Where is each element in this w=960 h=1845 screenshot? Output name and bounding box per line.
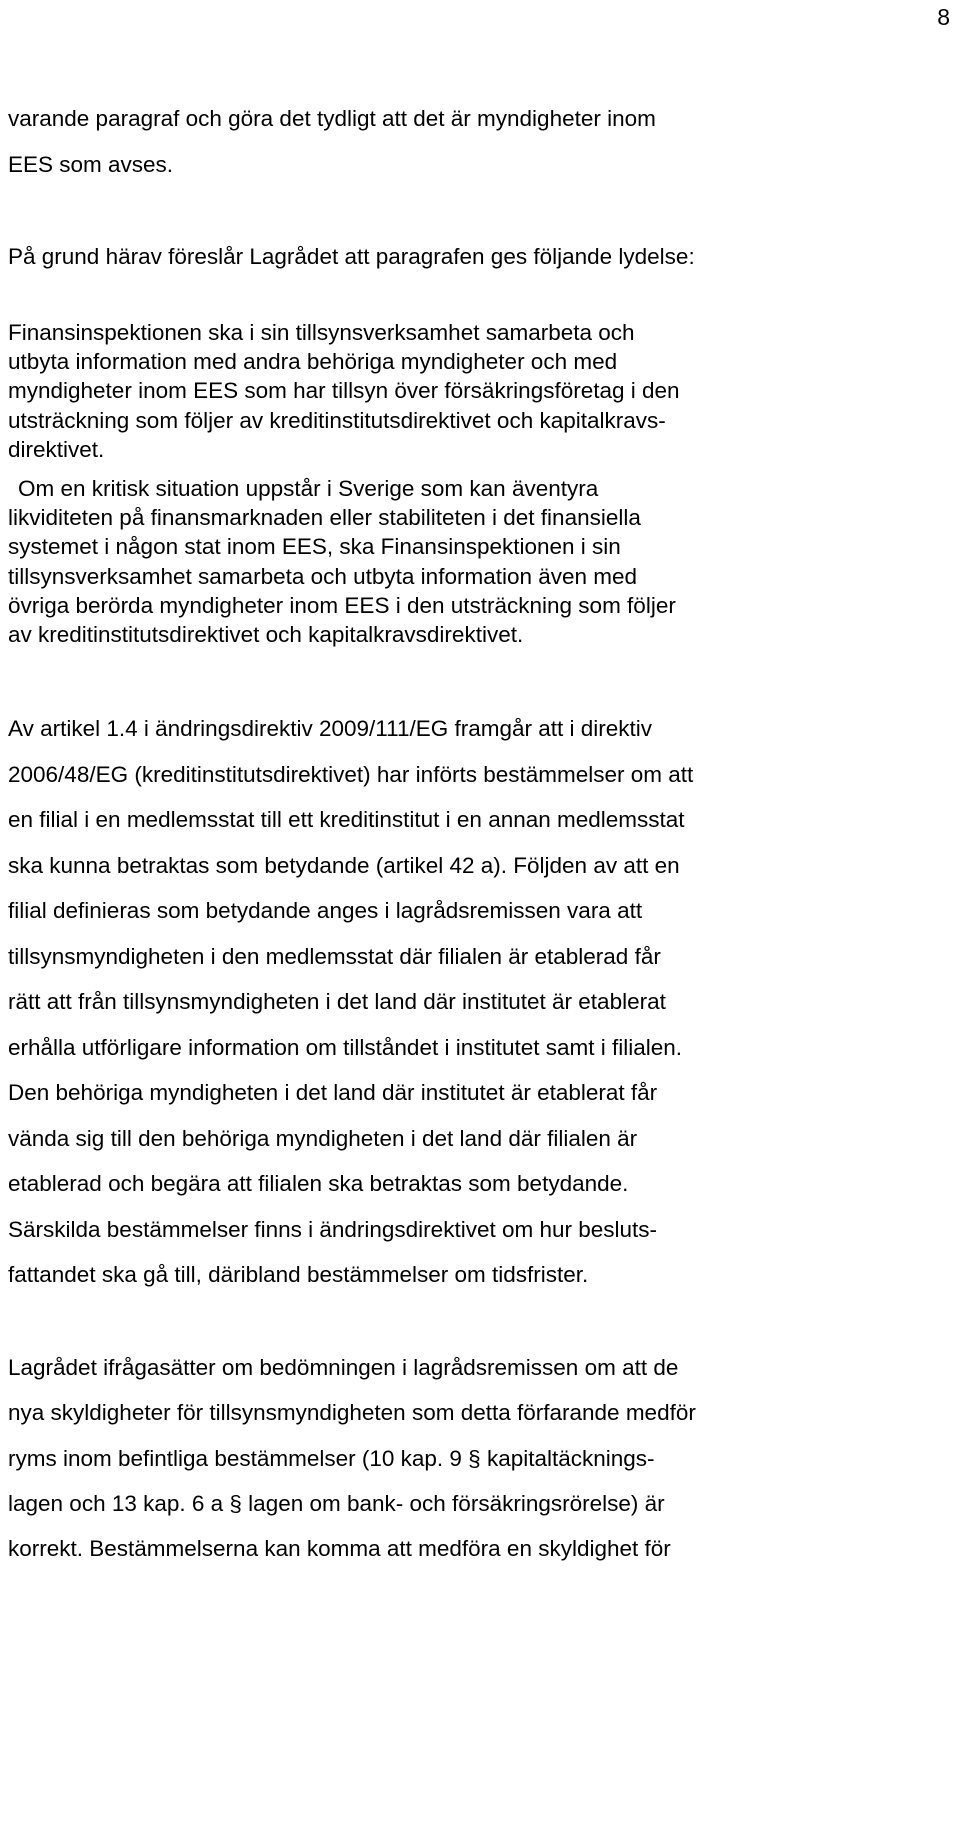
text-line: etablerad och begära att filialen ska betraktas som betydande.: [8, 1171, 629, 1196]
text-line: På grund härav föreslår Lagrådet att paragrafen ges följande lydelse:: [8, 244, 695, 269]
text-line: utbyta information med andra behöriga myndigheter och med: [8, 349, 618, 375]
text-line: erhålla utförligare information om tillståndet i institutet samt i filialen.: [8, 1034, 683, 1060]
text-line: en filial i en medlemsstat till ett kreditinstitut i en annan medlemsstat: [8, 807, 685, 832]
text-line: EES som avses.: [8, 151, 174, 177]
text-line: Lagrådet ifrågasätter om bedömningen i lagrådsremissen om att de: [8, 1355, 679, 1380]
quoted-provision-first: [8, 318, 680, 464]
text-line: av kreditinstitutsdirektivet och kapitalkravsdirektivet.: [8, 622, 524, 648]
paragraph-proposal: [8, 234, 695, 280]
text-line: likviditeten på finansmarknaden eller stabiliteten i det finansiella: [8, 505, 641, 531]
page-number: 8: [937, 4, 950, 30]
text-line: ska kunna betraktas som betydande (artikel 42 a). Följden av att en: [8, 852, 680, 878]
text-line: Särskilda bestämmelser finns i ändringsdirektivet om hur besluts-: [8, 1216, 658, 1242]
text-line: vända sig till den behöriga myndigheten i det land där filialen är: [8, 1125, 638, 1151]
text-line: varande paragraf och göra det tydligt att det är myndigheter inom: [8, 106, 656, 131]
text-line: Om en kritisk situation uppstår i Sverige som kan äventyra: [18, 476, 599, 501]
text-line: Av artikel 1.4 i ändringsdirektiv 2009/111/EG framgår att i direktiv: [8, 716, 653, 741]
text-line: myndigheter inom EES som har tillsyn över försäkringsföretag i den: [8, 378, 680, 404]
quoted-provision-second: [8, 474, 676, 649]
paragraph-intro: [8, 96, 656, 187]
text-line: systemet i någon stat inom EES, ska Finansinspektionen i sin: [8, 534, 621, 560]
text-line: tillsynsverksamhet samarbeta och utbyta information även med: [8, 563, 638, 589]
text-line: filial definieras som betydande anges i lagrådsremissen vara att: [8, 898, 643, 923]
text-line: 2006/48/EG (kreditinstitutsdirektivet) har införts bestämmelser om att: [8, 761, 694, 787]
text-line: övriga berörda myndigheter inom EES i den utsträckning som följer: [8, 592, 676, 618]
text-line: ryms inom befintliga bestämmelser (10 kap. 9 § kapitaltäcknings-: [8, 1445, 655, 1471]
paragraph-article: [8, 706, 693, 1298]
text-line: korrekt. Bestämmelserna kan komma att medföra en skyldighet för: [8, 1536, 671, 1562]
text-line: lagen och 13 kap. 6 a § lagen om bank- och försäkringsrörelse) är: [8, 1490, 665, 1516]
text-line: rätt att från tillsynsmyndigheten i det land där institutet är etablerat: [8, 989, 666, 1014]
text-line: fattandet ska gå till, däribland bestämmelser om tidsfrister.: [8, 1262, 589, 1287]
text-line: utsträckning som följer av kreditinstitutsdirektivet och kapitalkravs-: [8, 407, 666, 433]
paragraph-assessment: [8, 1345, 696, 1571]
text-line: direktivet.: [8, 436, 105, 462]
text-line: Den behöriga myndigheten i det land där institutet är etablerat får: [8, 1080, 658, 1105]
text-line: tillsynsmyndigheten i den medlemsstat där filialen är etablerad får: [8, 943, 661, 969]
text-line: nya skyldigheter för tillsynsmyndigheten som detta förfarande medför: [8, 1400, 696, 1426]
text-line: Finansinspektionen ska i sin tillsynsverksamhet samarbeta och: [8, 320, 635, 345]
